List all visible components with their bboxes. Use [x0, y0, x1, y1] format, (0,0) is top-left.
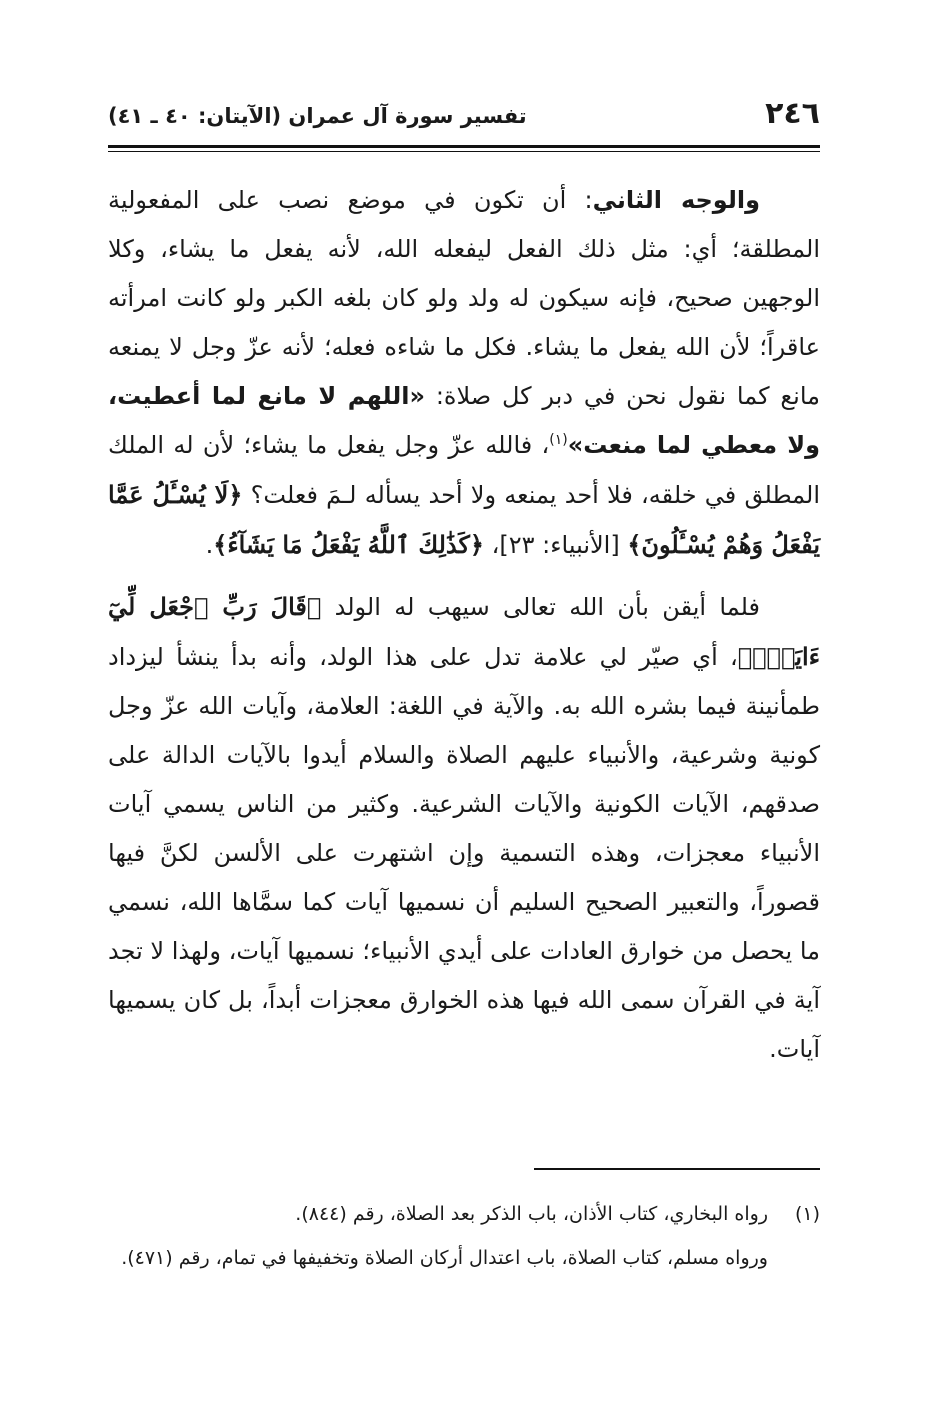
footnote-separator — [534, 1168, 820, 1170]
quran-verse-2: ﴿كَذَٰلِكَ ٱللَّهُ يَفْعَلُ مَا يَشَآءُ﴾ — [213, 530, 484, 559]
hadith-quote: «اللهم لا مانع لما أعطيت، ولا معطي لما منعت» — [108, 382, 820, 459]
verse-reference-1: [الأنبياء: ٢٣]، — [483, 531, 628, 559]
paragraph-2 — [108, 582, 820, 1074]
quran-verse-3: ﴿قَالَ رَبِّ ٱجْعَل لِّيٓ ءَايَةًۖ﴾ — [108, 592, 820, 671]
page-number: ٢٤٦ — [765, 96, 820, 131]
running-title: تفسير سورة آل عمران (الآيتان: ٤٠ ـ ٤١) — [108, 104, 527, 128]
paragraph-1-lead: والوجه الثاني — [592, 186, 761, 214]
paragraph-2-part2: ، أي صيّر لي علامة تدل على هذا الولد، وأنه بدأ ينشأ ليزداد طمأنينة فيما بشره الله به. والآية في اللغة: العلامة، وآيات الله عزّ وجل كونية وشرعية، والأنبياء عليهم الصلاة والسلام أيدوا بالآيات الدالة على صدقهم، الآيات الكونية والآيات الشرعية. وكثير من الناس يسمي آيات الأنبياء معجزات، وهذه التسمية وإن اشتهرت على الألسن لكنَّ فيها قصوراً، والتعبير الصحيح السليم أن نسميها آيات كما سمَّاها الله، نسمي ما يحصل من خوارق العادات على أيدي الأنبياء؛ نسميها آيات، ولهذا لا تجد آية في القرآن سمى الله فيها هذه الخوارق معجزات أبداً، بل كان يسميها آيات. — [108, 643, 820, 1063]
paragraph-1 — [108, 176, 820, 570]
header-rule-thin — [108, 151, 820, 152]
paragraph-1-part2: ، فالله عزّ وجل يفعل ما يشاء؛ لأن له الملك المطلق في خلقه، فلا أحد يمنعه ولا أحد يسأله لـمَ فعلت؟ — [108, 431, 820, 509]
main-text — [108, 176, 820, 1074]
page-header — [108, 92, 820, 140]
footnote-1-line1: رواه البخاري، كتاب الأذان، باب الذكر بعد الصلاة، رقم (٨٤٤). — [295, 1203, 768, 1225]
footnote-ref[interactable]: (١) — [549, 432, 568, 448]
paragraph-2-part1: فلما أيقن بأن الله تعالى سيهب له الولد — [321, 593, 761, 621]
footnote-1 — [108, 1192, 820, 1236]
quran-verse-1: ﴿لَا يُسْـَٔلُ عَمَّا يَفْعَلُ وَهُمْ يُسْـَٔلُونَ﴾ — [108, 480, 820, 559]
footnotes — [108, 1192, 820, 1280]
footnote-1-continued: ورواه مسلم، كتاب الصلاة، باب اعتدال أركان الصلاة وتخفيفها في تمام، رقم (٤٧١). — [121, 1247, 768, 1269]
footnote-marker: (١) — [794, 1203, 820, 1225]
paragraph-1-part1: : أن تكون في موضع نصب على المفعولية المطلقة؛ أي: مثل ذلك الفعل ليفعله الله، لأنه يفعل ما يشاء، وكلا الوجهين صحيح، فإنه سيكون له ولد ولو كان بلغه الكبر ولو كانت امرأته عاقراً؛ لأن الله يفعل ما يشاء. فكل ما شاءه فعله؛ لأنه عزّ وجل لا يمنعه مانع كما نقول نحن في دبر كل صلاة: — [108, 186, 820, 410]
paragraph-1-end: . — [205, 531, 214, 559]
header-rule-thick — [108, 145, 820, 148]
